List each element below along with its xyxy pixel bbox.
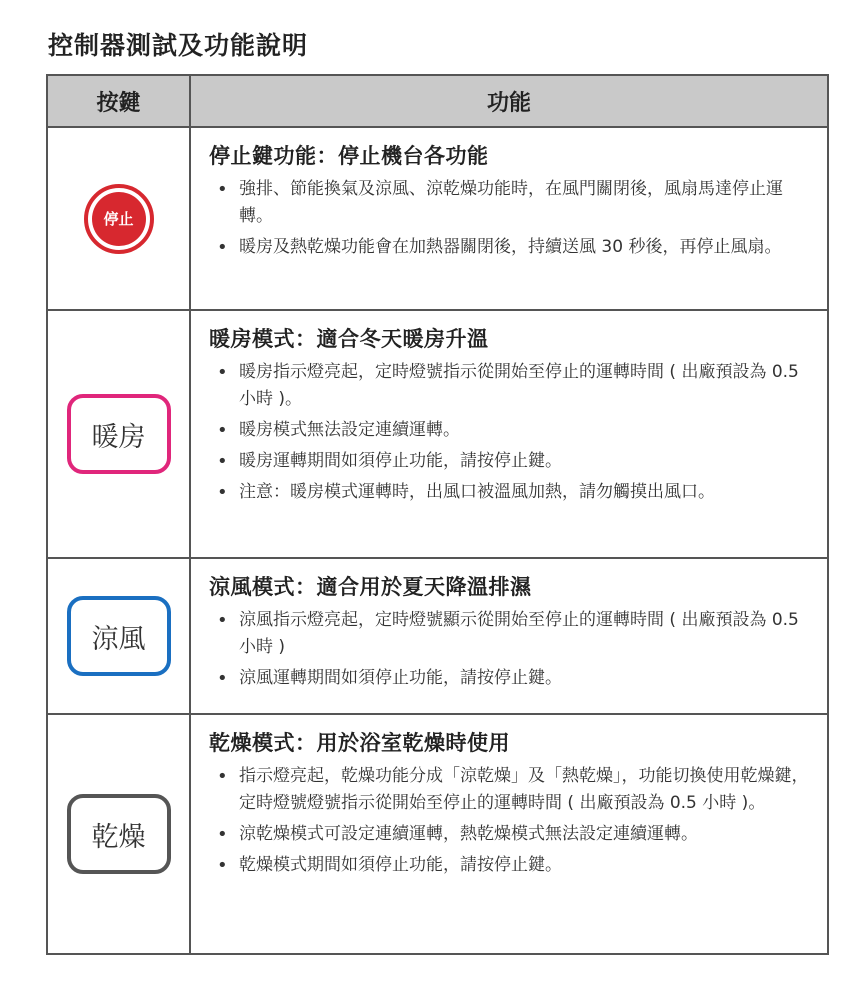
page-title: 控制器測試及功能說明 xyxy=(48,31,309,60)
stop-heading: 停止鍵功能：停止機台各功能 xyxy=(209,144,489,168)
list-item: • 暖房指示燈亮起，定時燈號指示從開始至停止的運轉時間 ( 出廠預設為 0.5 小時 )。 xyxy=(209,359,813,413)
row-stop xyxy=(47,127,828,310)
warm-mode-button-icon xyxy=(67,394,171,474)
list-item: • 強排、節能換氣及涼風、涼乾燥功能時，在風門關閉後，風扇馬達停止運轉。 xyxy=(209,176,813,230)
warm-mode-label: 暖房 xyxy=(91,421,146,453)
desc-cell-warm xyxy=(190,310,828,558)
cool-heading: 涼風模式：適合用於夏天降溫排濕 xyxy=(209,575,532,599)
desc-cell-stop xyxy=(190,127,828,310)
cool-mode-label: 涼風 xyxy=(91,623,146,655)
dry-mode-label: 乾燥 xyxy=(91,821,146,853)
row-warm xyxy=(47,310,828,558)
row-cool xyxy=(47,558,828,714)
key-cell-dry xyxy=(47,714,190,954)
key-cell-warm xyxy=(47,310,190,558)
header-key: 按鍵 xyxy=(47,75,190,127)
list-item: • 指示燈亮起，乾燥功能分成「涼乾燥」及「熱乾燥」，功能切換使用乾燥鍵，定時燈號燈號指示從開始至停止的運轉時間 ( 出廠預設為 0.5 小時 )。 xyxy=(209,763,813,817)
list-item: • 乾燥模式期間如須停止功能，請按停止鍵。 xyxy=(209,852,813,879)
key-cell-stop xyxy=(47,127,190,310)
list-item: • 暖房運轉期間如須停止功能，請按停止鍵。 xyxy=(209,448,813,475)
desc-cell-cool xyxy=(190,558,828,714)
key-cell-cool xyxy=(47,558,190,714)
list-item: • 涼風運轉期間如須停止功能，請按停止鍵。 xyxy=(209,665,813,692)
dry-heading: 乾燥模式：用於浴室乾燥時使用 xyxy=(209,731,510,755)
list-item: • 暖房模式無法設定連續運轉。 xyxy=(209,417,813,444)
list-item: • 涼乾燥模式可設定連續運轉，熱乾燥模式無法設定連續運轉。 xyxy=(209,821,813,848)
dry-mode-button-icon xyxy=(67,794,171,874)
table-header-row xyxy=(47,75,828,127)
list-item: • 注意：暖房模式運轉時，出風口被溫風加熱，請勿觸摸出風口。 xyxy=(209,479,813,506)
stop-button-label: 停止 xyxy=(92,192,146,246)
header-function: 功能 xyxy=(190,75,828,127)
list-item: • 暖房及熱乾燥功能會在加熱器關閉後，持續送風 30 秒後，再停止風扇。 xyxy=(209,234,813,261)
row-dry xyxy=(47,714,828,954)
desc-cell-dry xyxy=(190,714,828,954)
list-item: • 涼風指示燈亮起，定時燈號顯示從開始至停止的運轉時間 ( 出廠預設為 0.5 小時 ) xyxy=(209,607,813,661)
function-table xyxy=(46,74,829,955)
warm-heading: 暖房模式：適合冬天暖房升溫 xyxy=(209,327,489,351)
stop-button-icon xyxy=(84,184,154,254)
cool-mode-button-icon xyxy=(67,596,171,676)
